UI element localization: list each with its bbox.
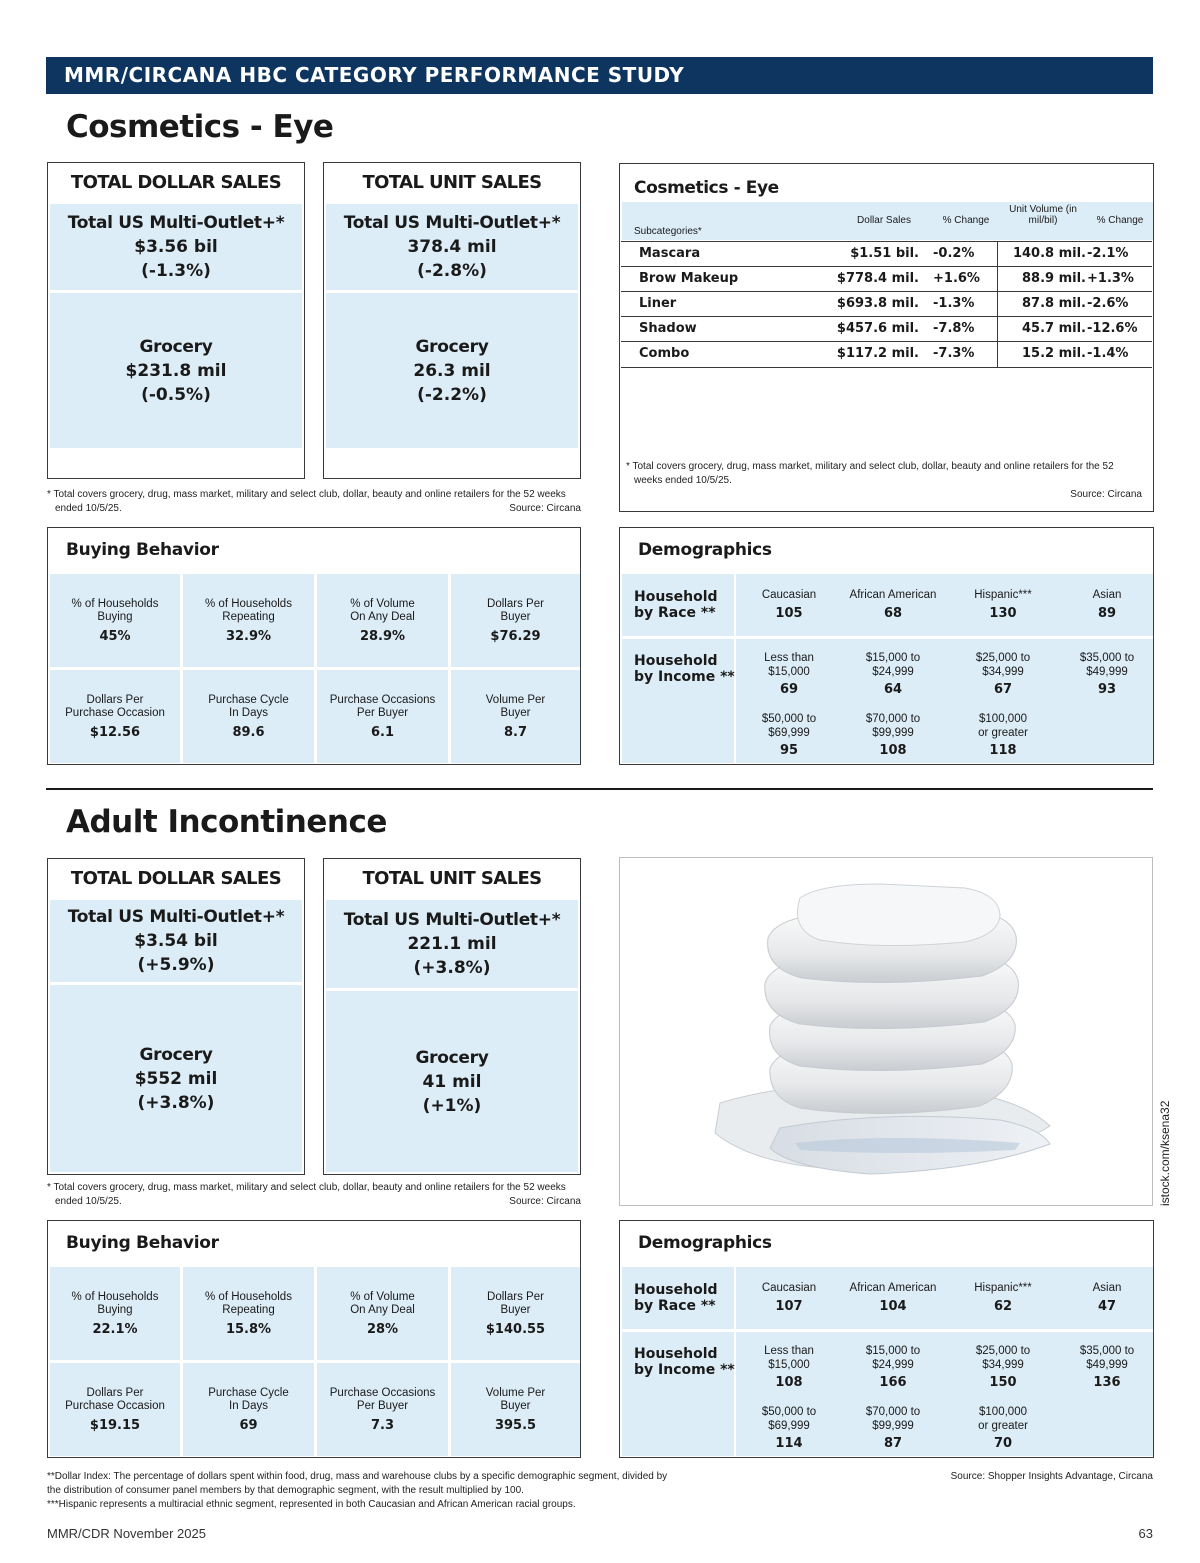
income-cell: [948, 652, 1058, 697]
race-cell: [1052, 1282, 1162, 1314]
metric-value: $19.15: [89, 1417, 141, 1433]
table-row: [621, 341, 1152, 368]
total-value: $3.54 bil: [134, 931, 218, 951]
metric-label: Buyer: [500, 611, 531, 623]
dollar-sales: $117.2 mil.: [836, 346, 919, 361]
grocery-change: (-2.2%): [417, 384, 487, 405]
unit-volume: 140.8 mil.: [1012, 246, 1086, 261]
demographic-label: $50,000 to: [761, 1406, 817, 1418]
section-divider: [46, 788, 1153, 790]
demographic-label: $25,000 to: [975, 652, 1031, 664]
income-cell: [838, 1406, 948, 1451]
footnote-line: ended 10/5/25.: [55, 503, 122, 514]
banner: MMR/CIRCANA HBC CATEGORY PERFORMANCE STUDY: [46, 57, 1153, 94]
income-cell: [734, 713, 844, 758]
dollar-sales: $778.4 mil.: [836, 271, 919, 286]
demographic-label: $15,000: [768, 665, 810, 678]
income-label: Household by Income **: [634, 653, 735, 685]
demographic-value: 47: [1097, 1298, 1117, 1314]
footnote-line: * Total covers grocery, drug, mass market, military and select club, dollar, beauty and online retailers for the 52 weeks: [47, 489, 566, 500]
demographic-label: $50,000 to: [761, 713, 817, 725]
total-label: Total US Multi-Outlet+*: [343, 910, 561, 930]
grocery-change: (+1%): [422, 1095, 482, 1116]
demographic-label: African American: [849, 589, 937, 601]
unit-volume: 45.7 mil.: [1022, 321, 1086, 336]
total-unit-sales-box: [323, 162, 581, 479]
source: Source: Circana: [509, 503, 581, 514]
demographic-value: 150: [989, 1375, 1017, 1390]
subcategory-name: Combo: [639, 346, 690, 361]
unit-volume: 87.8 mil.: [1022, 296, 1086, 311]
box-heading: TOTAL UNIT SALES: [362, 172, 542, 193]
metric-label: Volume Per: [485, 1386, 546, 1399]
income-cell: [838, 652, 948, 697]
box-heading: TOTAL DOLLAR SALES: [70, 868, 282, 889]
race-cell: [948, 1282, 1058, 1314]
metric-label: Buyer: [500, 1304, 531, 1316]
metric-label: Purchase Occasions: [329, 1386, 436, 1399]
total-label: Total US Multi-Outlet+*: [67, 213, 285, 233]
total-dollar-sales-box: [47, 162, 305, 479]
metric-cell: [317, 670, 448, 763]
metric-label: % of Households: [71, 1290, 159, 1303]
unit-change: -1.4%: [1087, 346, 1129, 361]
demographic-label: $49,999: [1086, 1358, 1128, 1371]
subcategory-name: Shadow: [639, 321, 697, 336]
income-cell: [1052, 1345, 1162, 1390]
demographic-label: $99,999: [872, 726, 914, 739]
page-footnotes: [47, 1470, 727, 1512]
metric-label: Per Buyer: [356, 1400, 409, 1412]
column-header: Unit Volume (in mil/bil): [1009, 204, 1077, 226]
photo-credit: istock.com/ksena32: [1158, 1100, 1172, 1206]
demographic-label: $24,999: [872, 665, 914, 678]
demographic-value: 108: [879, 743, 907, 758]
metric-label: Purchase Cycle: [208, 1386, 289, 1399]
box-title: Demographics: [638, 540, 772, 560]
demographic-label: African American: [849, 1282, 937, 1294]
metric-label: In Days: [229, 1400, 268, 1412]
dollar-sales: $457.6 mil.: [836, 321, 919, 336]
income-cell: [838, 1345, 948, 1390]
metric-label: In Days: [229, 707, 268, 719]
footnote-line: the distribution of consumer panel members by that demographic segment, with the result multiplied by 100.: [47, 1485, 524, 1496]
metric-cell: [451, 574, 580, 667]
demographic-value: 89: [1097, 605, 1117, 621]
income-cell: [948, 1406, 1058, 1451]
race-cell: [1052, 589, 1162, 621]
demographic-value: 68: [883, 605, 903, 621]
total-change: (-1.3%): [141, 261, 211, 281]
subcategory-table: [619, 163, 1154, 512]
metric-cell: [317, 574, 448, 667]
demographic-label: $49,999: [1086, 665, 1128, 678]
metric-label: Purchase Occasion: [65, 707, 165, 719]
total-change: (+5.9%): [137, 955, 215, 975]
dollar-change: -7.8%: [933, 321, 975, 336]
metric-value: $12.56: [89, 724, 141, 740]
box-title: Demographics: [638, 1233, 772, 1253]
table-row: [621, 241, 1152, 266]
metric-value: $140.55: [485, 1321, 546, 1337]
demographic-label: Hispanic***: [974, 589, 1032, 601]
footnote-source: Source: Shopper Insights Advantage, Circana: [950, 1471, 1153, 1482]
race-cell: [948, 589, 1058, 621]
footnote-line: * Total covers grocery, drug, mass market, military and select club, dollar, beauty and online retailers for the 52 weeks: [47, 1182, 566, 1193]
demographic-value: 130: [989, 605, 1017, 621]
demographic-value: 105: [775, 605, 803, 621]
demographic-label: $99,999: [872, 1419, 914, 1432]
unit-change: -2.1%: [1087, 246, 1129, 261]
metric-label: On Any Deal: [350, 611, 415, 623]
race-label: Household by Race **: [634, 1282, 718, 1314]
box-title: Buying Behavior: [66, 1233, 219, 1253]
dollar-sales: $693.8 mil.: [836, 296, 919, 311]
metric-cell: [317, 1267, 448, 1360]
total-label: Total US Multi-Outlet+*: [343, 213, 561, 233]
metric-label: Dollars Per: [86, 693, 144, 706]
demographic-label: or greater: [978, 726, 1028, 739]
footnote-line: weeks ended 10/5/25.: [634, 475, 732, 486]
dollar-change: -0.2%: [933, 246, 975, 261]
unit-change: -2.6%: [1087, 296, 1129, 311]
metric-value: 28.9%: [359, 628, 406, 644]
demographic-value: 107: [775, 1298, 803, 1314]
demographic-label: or greater: [978, 1419, 1028, 1432]
demographics-box: [619, 1220, 1154, 1458]
footnote-line: **Dollar Index: The percentage of dollars spent within food, drug, mass and warehouse clubs by a specific demographic segment, divided by: [47, 1471, 668, 1482]
total-change: (-2.8%): [417, 261, 487, 281]
total-dollar-sales-box: [47, 858, 305, 1175]
metric-label: Buyer: [500, 707, 531, 719]
grocery-value: 26.3 mil: [413, 360, 491, 381]
sales-panel: [326, 204, 578, 448]
column-header: Subcategories*: [634, 226, 702, 237]
metric-cell: [451, 1267, 580, 1360]
metric-label: Buying: [97, 1304, 133, 1316]
metric-cell: [183, 574, 314, 667]
demographic-value: 67: [993, 682, 1013, 697]
demographic-value: 87: [883, 1436, 903, 1451]
metric-label: Dollars Per: [487, 597, 544, 610]
race-cell: [838, 589, 948, 621]
metric-label: Buyer: [500, 1400, 531, 1412]
footnote-line: ***Hispanic represents a multiracial ethnic segment, represented in both Caucasian and African American racial groups.: [47, 1499, 576, 1510]
dollar-change: -1.3%: [933, 296, 975, 311]
metric-label: % of Households: [71, 597, 159, 610]
source: Source: Circana: [1070, 489, 1142, 500]
sales-footnote: [47, 488, 581, 516]
demographic-value: 114: [775, 1436, 803, 1451]
race-cell: [734, 1282, 844, 1314]
metric-cell: [183, 1363, 314, 1456]
sales-footnote: [47, 1181, 581, 1209]
metric-label: Volume Per: [485, 693, 546, 706]
metric-cell: [317, 1363, 448, 1456]
sales-panel: [50, 900, 302, 1172]
demographics-box: [619, 527, 1154, 765]
unit-volume: 15.2 mil.: [1022, 346, 1086, 361]
metric-label: % of Volume: [350, 1290, 415, 1303]
demographic-label: $70,000 to: [865, 1406, 921, 1418]
dollar-change: -7.3%: [933, 346, 975, 361]
table-footnote: [626, 460, 1146, 506]
demographic-label: $15,000: [768, 1358, 810, 1371]
metric-label: Purchase Cycle: [208, 693, 289, 706]
footnote-line: ended 10/5/25.: [55, 1196, 122, 1207]
metric-label: Purchase Occasions: [329, 693, 436, 706]
footnote-line: * Total covers grocery, drug, mass market, military and select club, dollar, beauty and online retailers for the 52: [626, 461, 1114, 472]
metric-value: 7.3: [370, 1417, 395, 1433]
column-header: % Change: [1096, 215, 1144, 226]
metric-value: 395.5: [494, 1417, 537, 1433]
metric-label: Repeating: [222, 1304, 275, 1316]
unit-change: -12.6%: [1087, 321, 1138, 336]
demographic-label: Asian: [1092, 1282, 1122, 1294]
demographic-label: Asian: [1092, 589, 1122, 601]
demographic-label: Less than: [764, 652, 814, 664]
total-value: $3.56 bil: [134, 237, 218, 257]
demographic-label: Caucasian: [761, 1282, 817, 1294]
demographic-value: 166: [879, 1375, 907, 1390]
metric-label: Repeating: [222, 611, 275, 623]
demographic-label: $69,999: [768, 726, 810, 739]
grocery-label: Grocery: [139, 1044, 213, 1065]
table-row: [621, 291, 1152, 316]
dollar-sales: $1.51 bil.: [850, 246, 919, 261]
demographic-label: $35,000 to: [1079, 1345, 1135, 1357]
demographic-value: 104: [879, 1298, 907, 1314]
metric-value: $76.29: [490, 628, 541, 644]
metric-value: 32.9%: [225, 628, 272, 644]
race-label: Household by Race **: [634, 589, 718, 621]
table-title: Cosmetics - Eye: [634, 178, 779, 198]
demographic-label: $35,000 to: [1079, 652, 1135, 664]
metric-cell: [451, 670, 580, 763]
metric-value: 22.1%: [92, 1321, 138, 1337]
sales-panel: [50, 204, 302, 448]
demographic-value: 95: [779, 743, 799, 758]
demographic-label: Hispanic***: [974, 1282, 1032, 1294]
grocery-label: Grocery: [139, 336, 213, 357]
section-title: Cosmetics - Eye: [66, 109, 334, 145]
income-cell: [734, 1406, 844, 1451]
buying-behavior-box: [47, 1220, 581, 1458]
demographic-label: Less than: [764, 1345, 814, 1357]
box-heading: TOTAL DOLLAR SALES: [70, 172, 282, 193]
demographic-label: $100,000: [979, 713, 1027, 725]
grocery-change: (+3.8%): [137, 1092, 215, 1113]
column-header: Dollar Sales: [857, 215, 911, 226]
demographic-value: 118: [989, 743, 1017, 758]
demographic-label: $34,999: [982, 665, 1024, 678]
metric-cell: [50, 1363, 180, 1456]
metric-cell: [183, 670, 314, 763]
column-divider: [997, 241, 998, 368]
total-change: (+3.8%): [413, 958, 491, 978]
grocery-value: $231.8 mil: [125, 360, 227, 381]
column-header: % Change: [942, 215, 990, 226]
metric-value: 15.8%: [225, 1321, 272, 1337]
box-heading: TOTAL UNIT SALES: [362, 868, 542, 889]
metric-value: 8.7: [503, 724, 528, 740]
unit-change: +1.3%: [1087, 271, 1134, 286]
box-title: Buying Behavior: [66, 540, 219, 560]
dollar-change: +1.6%: [933, 271, 980, 286]
metric-label: % of Volume: [350, 597, 415, 610]
demographic-label: $34,999: [982, 1358, 1024, 1371]
section-title: Adult Incontinence: [66, 804, 387, 840]
demographic-label: $70,000 to: [865, 713, 921, 725]
total-value: 378.4 mil: [407, 237, 497, 257]
metric-value: 69: [239, 1417, 258, 1433]
income-cell: [948, 713, 1058, 758]
publication-name: MMR/CDR November 2025: [47, 1526, 206, 1541]
demographic-label: $100,000: [979, 1406, 1027, 1418]
metric-label: Purchase Occasion: [65, 1400, 165, 1412]
demographic-value: 108: [775, 1375, 803, 1390]
demographic-value: 136: [1093, 1375, 1121, 1390]
metric-value: 89.6: [232, 724, 265, 740]
income-cell: [838, 713, 948, 758]
table-row: [621, 316, 1152, 341]
metric-value: 28%: [366, 1321, 399, 1337]
subcategory-name: Mascara: [639, 246, 701, 261]
income-cell: [734, 1345, 844, 1390]
page-number: 63: [1138, 1526, 1153, 1541]
demographic-value: 62: [993, 1298, 1013, 1314]
race-cell: [838, 1282, 948, 1314]
pad-stack-illustration: [620, 858, 1153, 1206]
demographic-label: $25,000 to: [975, 1345, 1031, 1357]
income-cell: [948, 1345, 1058, 1390]
total-unit-sales-box: [323, 858, 581, 1175]
product-photo: [619, 857, 1153, 1206]
demographic-value: 64: [883, 682, 903, 697]
subcategory-name: Liner: [639, 296, 677, 311]
subcategory-name: Brow Makeup: [639, 271, 739, 286]
grocery-label: Grocery: [415, 1047, 489, 1068]
total-value: 221.1 mil: [407, 934, 497, 954]
grocery-value: 41 mil: [422, 1071, 482, 1092]
demographic-label: Caucasian: [761, 589, 817, 601]
metric-value: 6.1: [370, 724, 395, 740]
metric-label: Dollars Per: [487, 1290, 544, 1303]
metric-cell: [451, 1363, 580, 1456]
metric-cell: [50, 1267, 180, 1360]
income-cell: [734, 652, 844, 697]
grocery-change: (-0.5%): [141, 384, 211, 405]
demographic-value: 69: [779, 682, 799, 697]
buying-behavior-box: [47, 527, 581, 765]
income-label: Household by Income **: [634, 1346, 735, 1378]
income-cell: [1052, 652, 1162, 697]
demographic-label: $24,999: [872, 1358, 914, 1371]
metric-value: 45%: [99, 628, 131, 644]
grocery-value: $552 mil: [134, 1068, 218, 1089]
demographic-label: $15,000 to: [865, 1345, 921, 1357]
demographic-label: $69,999: [768, 1419, 810, 1432]
sales-panel: [326, 900, 578, 1172]
metric-label: Dollars Per: [86, 1386, 144, 1399]
metric-label: % of Households: [205, 597, 292, 610]
source: Source: Circana: [509, 1196, 581, 1207]
demographic-label: $15,000 to: [865, 652, 921, 664]
metric-label: On Any Deal: [350, 1304, 415, 1316]
metric-cell: [50, 574, 180, 667]
metric-label: Per Buyer: [356, 707, 409, 719]
total-label: Total US Multi-Outlet+*: [67, 907, 285, 927]
race-cell: [734, 589, 844, 621]
demographic-value: 70: [993, 1436, 1013, 1451]
metric-cell: [183, 1267, 314, 1360]
grocery-label: Grocery: [415, 336, 489, 357]
metric-label: Buying: [97, 611, 133, 623]
demographic-value: 93: [1097, 682, 1117, 697]
metric-label: % of Households: [205, 1290, 292, 1303]
unit-volume: 88.9 mil.: [1022, 271, 1086, 286]
table-row: [621, 266, 1152, 291]
metric-cell: [50, 670, 180, 763]
